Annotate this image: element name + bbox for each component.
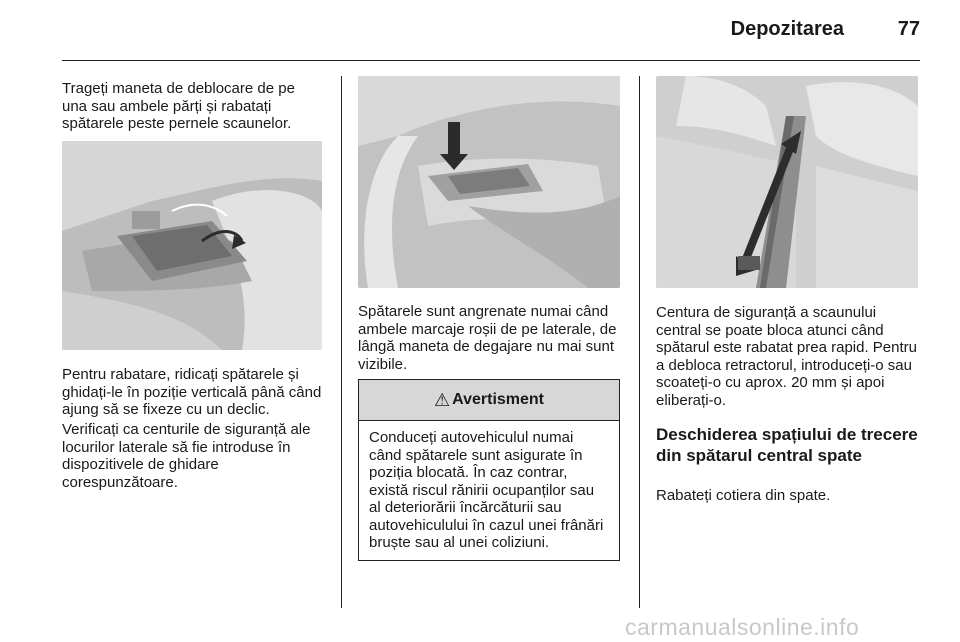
col1-paragraph-2: Pentru rabatare, ridicați spătarele și ghidați-le în poziție verticală până când ajung să se fixeze cu un declic. [62, 366, 322, 418]
header-divider [62, 60, 920, 61]
warning-text: Conduceți autovehiculul numai când spătarele sunt asigurate în poziția blocată. În caz contrar, există riscul rănirii ocupanților sau al deteriorării încărcăturii sau autovehiculului în cazul unei frânări bruște sau al unei coliziuni. [369, 429, 604, 551]
col2-paragraph-1: Spătarele sunt angrenate numai când ambele marcaje roșii de pe laterale, de lângă maneta de degajare nu mai sunt vizibile. [358, 303, 617, 373]
col3-paragraph-2: Rabateți cotiera din spate. [656, 487, 831, 504]
seatback-latch-illustration [358, 76, 620, 288]
watermark: carmanualsonline.info [625, 614, 860, 640]
col3-paragraph-1: Centura de siguranță a scaunului central se poate bloca atunci când spătarul este rabatat prea rapid. Pentru a debloca retractorul, introduceți-o sau scoateți-o cu aprox. 20 mm și apoi eliberați-o. [656, 304, 917, 409]
col1-paragraph-1: Trageți maneta de deblocare de pe una sau ambele părți și rabatați spătarele peste pernele scaunelor. [62, 80, 295, 132]
seat-release-lever-illustration [62, 141, 322, 350]
warning-title: Avertisment [452, 391, 545, 408]
warning-header [359, 380, 619, 421]
col1-paragraph-3: Verificați ca centurile de siguranță ale locurilor laterale să fie introduse în dispozitivele de ghidare corespunzătoare. [62, 421, 311, 491]
column-divider-2 [639, 76, 640, 608]
section-title: Deschiderea spațiului de trecere din spătarul central spate [656, 425, 918, 465]
warning-box [358, 379, 620, 561]
page-number: 77 [897, 18, 920, 40]
warning-triangle-icon: ⚠ [433, 389, 451, 411]
center-seatbelt-illustration [656, 76, 918, 288]
column-divider-1 [341, 76, 342, 608]
page-header-title: Depozitarea [730, 18, 844, 40]
